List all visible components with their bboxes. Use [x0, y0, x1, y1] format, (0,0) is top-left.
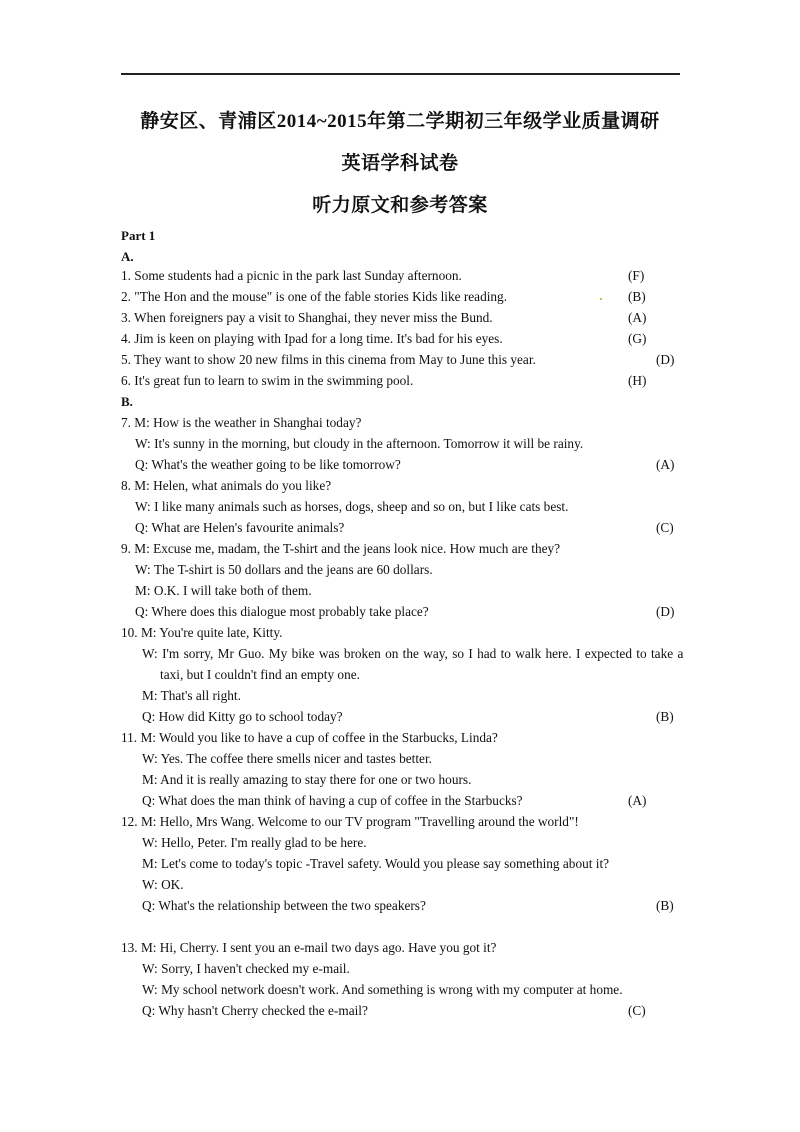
- text-line: W: Hello, Peter. I'm really glad to be here.: [142, 835, 367, 850]
- text-line: W: I like many animals such as horses, dogs, sheep and so on, but I like cats best.: [135, 499, 569, 514]
- answer-label: (A): [628, 310, 647, 325]
- text-line: 5. They want to show 20 new films in this cinema from May to June this year.: [121, 352, 536, 367]
- text-line: Q: What does the man think of having a cup of coffee in the Starbucks?: [142, 793, 523, 808]
- text-line: M: And it is really amazing to stay there for one or two hours.: [142, 772, 472, 787]
- answer-label: (G): [628, 331, 647, 346]
- section-b-label: B.: [121, 394, 133, 409]
- text-line: M: That's all right.: [142, 688, 241, 703]
- text-line: Q: How did Kitty go to school today?: [142, 709, 343, 724]
- part-label: Part 1: [121, 228, 156, 243]
- answer-label: (D): [656, 604, 675, 619]
- document-subtitle-2: 听力原文和参考答案: [312, 195, 488, 216]
- text-line: W: My school network doesn't work. And something is wrong with my computer at home.: [142, 982, 623, 997]
- text-line: 12. M: Hello, Mrs Wang. Welcome to our TV program "Travelling around the world"!: [121, 814, 579, 829]
- answer-label: (A): [656, 457, 675, 472]
- text-line: 1. Some students had a picnic in the park last Sunday afternoon.: [121, 268, 462, 283]
- text-line: Q: What are Helen's favourite animals?: [135, 520, 345, 535]
- text-line: 8. M: Helen, what animals do you like?: [121, 478, 332, 493]
- text-line: W: OK.: [142, 877, 184, 892]
- text-line: M: O.K. I will take both of them.: [135, 583, 312, 598]
- top-rule: [121, 73, 680, 75]
- section-a-label: A.: [121, 249, 134, 264]
- answer-label: (C): [628, 1003, 646, 1018]
- text-line: Q: Where does this dialogue most probably take place?: [135, 604, 429, 619]
- text-line: Q: What's the relationship between the two speakers?: [142, 898, 426, 913]
- answer-label: (B): [656, 709, 674, 724]
- answer-label: (B): [628, 289, 646, 304]
- text-line: 13. M: Hi, Cherry. I sent you an e-mail two days ago. Have you got it?: [121, 940, 497, 955]
- text-line: 10. M: You're quite late, Kitty.: [121, 625, 283, 640]
- text-line: 7. M: How is the weather in Shanghai today?: [121, 415, 362, 430]
- text-line: 11. M: Would you like to have a cup of coffee in the Starbucks, Linda?: [121, 730, 498, 745]
- text-line: M: Let's come to today's topic -Travel safety. Would you please say something about it?: [142, 856, 610, 871]
- text-line: W: Sorry, I haven't checked my e-mail.: [142, 961, 350, 976]
- text-line: taxi, but I couldn't find an empty one.: [160, 667, 360, 682]
- text-line: 6. It's great fun to learn to swim in the swimming pool.: [121, 373, 414, 388]
- text-line: W: It's sunny in the morning, but cloudy in the afternoon. Tomorrow it will be rainy.: [135, 436, 584, 451]
- text-line: W: Yes. The coffee there smells nicer and tastes better.: [142, 751, 432, 766]
- answer-label: (F): [628, 268, 645, 283]
- stray-mark: [600, 298, 602, 300]
- text-line: Q: What's the weather going to be like tomorrow?: [135, 457, 401, 472]
- text-line: W: I'm sorry, Mr Guo. My bike was broken on the way, so I had to walk here. I expected to take a: [142, 646, 684, 661]
- text-line: 4. Jim is keen on playing with Ipad for a long time. It's bad for his eyes.: [121, 331, 503, 346]
- document-title: 静安区、青浦区2014~2015年第二学期初三年级学业质量调研: [140, 111, 660, 132]
- text-line: 9. M: Excuse me, madam, the T-shirt and the jeans look nice. How much are they?: [121, 541, 561, 556]
- answer-label: (D): [656, 352, 675, 367]
- answer-label: (C): [656, 520, 674, 535]
- answer-label: (A): [628, 793, 647, 808]
- text-line: W: The T-shirt is 50 dollars and the jeans are 60 dollars.: [135, 562, 433, 577]
- text-line: Q: Why hasn't Cherry checked the e-mail?: [142, 1003, 368, 1018]
- answer-label: (H): [628, 373, 647, 388]
- document-subtitle: 英语学科试卷: [341, 153, 459, 174]
- answer-label: (B): [656, 898, 674, 913]
- text-line: 3. When foreigners pay a visit to Shanghai, they never miss the Bund.: [121, 310, 493, 325]
- text-line: 2. "The Hon and the mouse" is one of the fable stories Kids like reading.: [121, 289, 508, 304]
